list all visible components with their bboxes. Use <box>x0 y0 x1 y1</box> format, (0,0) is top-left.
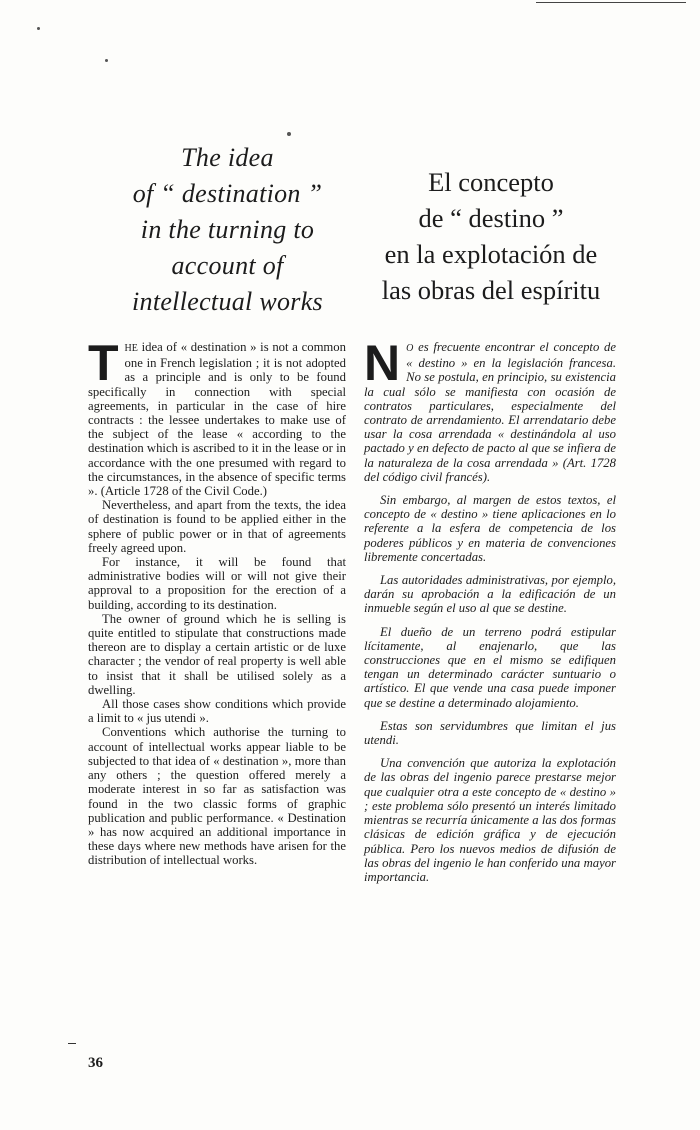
english-title-line: of “ destination ” <box>132 179 323 208</box>
spanish-title <box>355 164 627 308</box>
spanish-paragraph: Sin embargo, al margen de estos textos, el concepto de « destino » tiene aplicaciones en lo referente a la esfera de competencia de los poderes públicos y en materia de convenciones libremente concertadas. <box>364 493 616 564</box>
spanish-paragraph: El dueño de un terreno podrá estipular lícitamente, al enajenarlo, que las construcciones que en el mismo se edifiquen tengan un determinado carácter suntuario o artístico. El que vende una casa puede imponer que se destine a determinado alojamiento. <box>364 624 616 710</box>
spanish-paragraph: Estas son servidumbres que limitan el jus utendi. <box>364 718 616 748</box>
spanish-paragraph <box>364 335 616 484</box>
lead-in: O <box>406 343 414 354</box>
spanish-paragraph: Las autoridades administrativas, por ejemplo, darán su aprobación a la edificación de un inmueble según el uso al que se destine. <box>364 573 616 616</box>
margin-mark <box>68 1043 76 1044</box>
english-title-line: The idea <box>181 143 274 172</box>
scan-speck <box>37 27 40 30</box>
top-edge-rule <box>536 2 686 3</box>
spanish-title-line: de “ destino ” <box>418 203 564 233</box>
english-title <box>110 140 345 320</box>
english-title-line: in the turning to <box>140 215 315 244</box>
english-paragraph: All those cases show conditions which provide a limit to « jus utendi ». <box>88 697 346 726</box>
spanish-title-line: en la explotación de <box>384 239 598 269</box>
spanish-column <box>364 335 616 893</box>
english-paragraph <box>88 335 346 499</box>
english-title-line: intellectual works <box>132 287 323 316</box>
spanish-paragraph: Una convención que autoriza la explotación de las obras del ingenio parece prestarse mejor que cualquier otra a este concepto de « destino » ; este problema sólo presentó un interés limitado mientras se recurría únicamente a las dos formas clásicas de edición gráfica y de ejecución pública. Pero los nuevos medios de difusión de las obras del ingenio le han conferido una mayor importancia. <box>364 756 616 884</box>
drop-cap: T <box>88 335 119 391</box>
page-number: 36 <box>88 1055 103 1071</box>
spanish-title-line: El concepto <box>428 167 554 197</box>
spanish-title-line: las obras del espíritu <box>381 275 601 305</box>
english-paragraph: The owner of ground which he is selling is quite entitled to stipulate that constructions made thereon are to display a certain artistic or de luxe character ; the vendor of real property is well able to insist that it shall be utilised solely as a dwelling. <box>88 611 346 697</box>
scan-speck <box>105 59 108 62</box>
lead-in: HE <box>124 343 138 354</box>
english-title-line: account of <box>171 251 284 280</box>
english-column <box>88 335 346 868</box>
paragraph-text: es frecuente encontrar el concepto de « destino » en la legislación francesa. No se postula, en principio, su existencia la cual sólo se manifiesta con ocasión de contratos particulares, especialmente del contrato de arrendamiento. El arrendatario debe usar la cosa arrendada « destinándola al uso pactado y en defecto de pacto al que se infiera de la naturaleza de la cosa arrendada » (Art. 1728 del código civil francés). <box>364 340 616 484</box>
english-paragraph: Conventions which authorise the turning to account of intellectual works appear liable to be subjected to that idea of « destination », more than any others ; the question offered merely a moderate interest in so far as satisfaction was found in the two classic forms of graphic publication and public performance. « Destination » has now acquired an additional importance in these days where new methods have arisen for the distribution of intellectual works. <box>88 725 346 868</box>
scan-speck <box>287 132 291 136</box>
english-paragraph: For instance, it will be found that administrative bodies will or will not give their approval to a proposition for the erection of a building, according to its destination. <box>88 555 346 612</box>
paragraph-text: idea of « destination » is not a common one in French legislation ; it is not adopted as a principle and is only to be found specifically in connection with special agreements, in particular in the case of hire contracts : the lessee undertakes to make use of the subject of the lease « according to the destination which is ascribed to it in the lease or in accordance with the one presumed with regard to the circumstances, in the absence of specific terms ». (Article 1728 of the Civil Code.) <box>88 340 346 499</box>
drop-cap: N <box>364 335 401 391</box>
english-paragraph: Nevertheless, and apart from the texts, the idea of destination is found to be applied either in the sphere of public power or in that of agreements freely agreed upon. <box>88 498 346 555</box>
